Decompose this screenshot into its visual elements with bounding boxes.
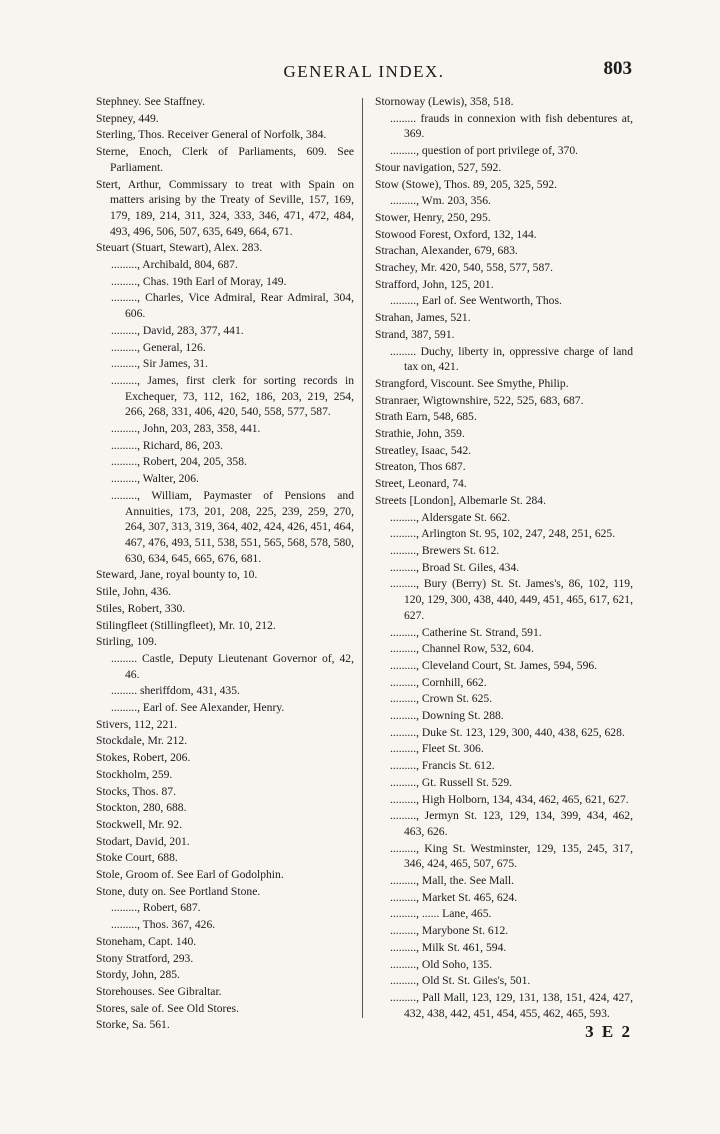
index-subentry: ........., Thos. 367, 426. [111,918,216,932]
index-subentry: ........., Charles, Vice Admiral, Rear Admiral, 304, 606. [111,291,354,321]
index-subentry: ........., Broad St. Giles, 434. [390,560,520,574]
index-subentry: ........., Market St. 465, 624. [390,890,518,904]
index-subentry: ........., Downing St. 288. [390,709,504,723]
index-entry: Strafford, John, 125, 201. [375,277,494,291]
index-entry: Stone, duty on. See Portland Stone. [96,884,261,898]
index-entry: Strahan, James, 521. [375,311,471,325]
index-subentry: ........., King St. Westminster, 129, 135, 245, 317, 346, 424, 465, 507, 675. [390,841,633,871]
index-subentry: ......... frauds in connexion with fish debentures at, 369. [390,111,633,141]
index-subentry: ........., Milk St. 461, 594. [390,940,507,954]
index-entry: Stirling, 109. [96,635,157,649]
index-subentry: ........., Mall, the. See Mall. [390,874,514,888]
index-entry: Stivers, 112, 221. [96,717,178,731]
index-subentry: ........., Channel Row, 532, 604. [390,642,534,656]
index-subentry: ........., Earl of. See Wentworth, Thos. [390,294,562,308]
index-subentry: ........., James, first clerk for sorting records in Exchequer, 73, 112, 162, 186, 203, 219, 254, 266, 268, 331, 406, 420, 540, 558, 577, 587. [111,373,354,419]
index-subentry: ........., Fleet St. 306. [390,742,484,756]
index-entry: Steward, Jane, royal bounty to, 10. [96,568,258,582]
index-entry: Stornoway (Lewis), 358, 518. [375,95,514,108]
index-entry: Strachey, Mr. 420, 540, 558, 577, 587. [375,261,553,275]
index-subentry: ........., Pall Mall, 123, 129, 131, 138, 151, 424, 427, 432, 438, 442, 451, 454, 455, 462, 465, 593. [390,990,633,1020]
index-subentry: ........., Duke St. 123, 129, 300, 440, 438, 625, 628. [390,725,625,739]
index-entry: Streatley, Isaac, 542. [375,443,472,457]
index-entry: Stowood Forest, Oxford, 132, 144. [375,227,537,241]
index-subentry: ........., Crown St. 625. [390,692,493,706]
column-divider [362,98,363,1018]
index-entry: Stow (Stowe), Thos. 89, 205, 325, 592. [375,177,558,191]
index-entry: Strand, 387, 591. [375,327,455,341]
index-subentry: ........., Aldersgate St. 662. [390,510,511,524]
index-entry: Stiles, Robert, 330. [96,601,186,615]
index-entry: Stockton, 280, 688. [96,801,187,815]
running-title: GENERAL INDEX. [283,62,445,81]
index-entry: Stockdale, Mr. 212. [96,734,188,748]
index-entry: Stores, sale of. See Old Stores. [96,1001,239,1015]
index-subentry: ........., High Holborn, 134, 434, 462, 465, 621, 627. [390,792,629,806]
index-entry: Stoke Court, 688. [96,851,178,865]
index-entry: Stockholm, 259. [96,767,173,781]
index-entry: Stoneham, Capt. 140. [96,934,197,948]
index-entry: Strachan, Alexander, 679, 683. [375,244,518,258]
index-subentry: ........., ...... Lane, 465. [390,907,492,921]
index-entry: Street, Leonard, 74. [375,477,467,491]
index-entry: Stower, Henry, 250, 295. [375,210,491,224]
index-subentry: ........., Robert, 687. [111,901,201,915]
index-entry: Storke, Sa. 561. [96,1018,170,1032]
index-entry: Stepney, 449. [96,111,159,125]
index-entry: Stert, Arthur, Commissary to treat with Spain on matters arising by the Treaty of Seville, 157, 169, 179, 189, 214, 311, 324, 333, 346, 471, 472, 484, 493, 496, 506, 507, 635, 649, 664, 671. [96,177,354,238]
index-subentry: ........., Sir James, 31. [111,357,208,371]
index-entry: Stordy, John, 285. [96,968,180,982]
index-subentry: ........., question of port privilege of, 370. [390,144,579,158]
index-subentry: ........., Brewers St. 612. [390,543,500,557]
index-entry: Strathie, John, 359. [375,427,465,441]
index-entry: Stony Stratford, 293. [96,951,194,965]
index-subentry: ........., Wm. 203, 356. [390,194,491,208]
index-subentry: ........., Earl of. See Alexander, Henry. [111,701,285,715]
index-subentry: ........., Gt. Russell St. 529. [390,775,513,789]
index-subentry: ........., Old Soho, 135. [390,957,493,971]
index-entry: Strangford, Viscount. See Smythe, Philip. [375,376,569,390]
index-subentry: ........., General, 126. [111,340,206,354]
index-subentry: ......... Castle, Deputy Lieutenant Governor of, 42, 46. [111,651,354,681]
index-subentry: ......... sheriffdom, 431, 435. [111,684,240,698]
index-subentry: ........., Walter, 206. [111,472,199,486]
index-entry: Stour navigation, 527, 592. [375,160,502,174]
index-entry: Storehouses. See Gibraltar. [96,984,222,998]
index-entry: Stilingfleet (Stillingfleet), Mr. 10, 212. [96,618,276,632]
index-entry: Steuart (Stuart, Stewart), Alex. 283. [96,241,263,255]
index-subentry: ......... Duchy, liberty in, oppressive charge of land tax on, 421. [390,344,633,374]
index-entry: Streaton, Thos 687. [375,460,466,474]
index-subentry: ........., John, 203, 283, 358, 441. [111,422,261,436]
index-entry: Stile, John, 436. [96,585,172,599]
index-column-left [96,94,354,1034]
index-subentry: ........., Cleveland Court, St. James, 594, 596. [390,658,598,672]
index-entry: Stephney. See Staffney. [96,95,206,108]
page-number: 803 [603,58,632,79]
index-subentry: ........., Francis St. 612. [390,759,495,773]
index-entry: Stodart, David, 201. [96,834,190,848]
index-entry: Stokes, Robert, 206. [96,751,191,765]
index-subentry: ........., Arlington St. 95, 102, 247, 248, 251, 625. [390,527,616,541]
index-entry: Stockwell, Mr. 92. [96,817,182,831]
page-header [96,58,632,86]
index-entry: Stole, Groom of. See Earl of Godolphin. [96,868,284,882]
index-subentry: ........., Richard, 86, 203. [111,438,224,452]
index-subentry: ........., Archibald, 804, 687. [111,258,238,272]
index-subentry: ........., Jermyn St. 123, 129, 134, 399, 434, 462, 463, 626. [390,809,633,838]
index-entry: Sterling, Thos. Receiver General of Norfolk, 384. [96,128,327,142]
index-entry: Streets [London], Albemarle St. 284. [375,493,546,507]
index-column-right [375,94,633,1022]
index-subentry: ........., Old St. St. Giles's, 501. [390,974,531,988]
printer-signature: 3 E 2 [585,1022,632,1041]
index-entry: Strath Earn, 548, 685. [375,410,477,424]
index-subentry: ........., Cornhill, 662. [390,675,487,689]
index-entry: Stocks, Thos. 87. [96,784,176,798]
index-subentry: ........., Bury (Berry) St. St. James's, 86, 102, 119, 120, 129, 300, 438, 440, 449, 451, 465, 617, 621, 627. [390,577,633,622]
index-entry: Stranraer, Wigtownshire, 522, 525, 683, 687. [375,393,584,407]
index-subentry: ........., Chas. 19th Earl of Moray, 149. [111,274,287,288]
index-subentry: ........., Catherine St. Strand, 591. [390,625,542,639]
index-subentry: ........., William, Paymaster of Pensions and Annuities, 173, 201, 208, 225, 239, 259, 270, 264, 307, 313, 319, 364, 402, 424, 426, 451, 464, 467, 476, 493, 511, 538, 551, 565, 568, 578, 580, 630, 634, 645, 665, 676, 681. [111,488,354,565]
index-subentry: ........., Marybone St. 612. [390,924,509,938]
index-entry: Sterne, Enoch, Clerk of Parliaments, 609. See Parliament. [96,145,354,174]
index-subentry: ........., Robert, 204, 205, 358. [111,455,247,469]
index-subentry: ........., David, 283, 377, 441. [111,323,244,337]
